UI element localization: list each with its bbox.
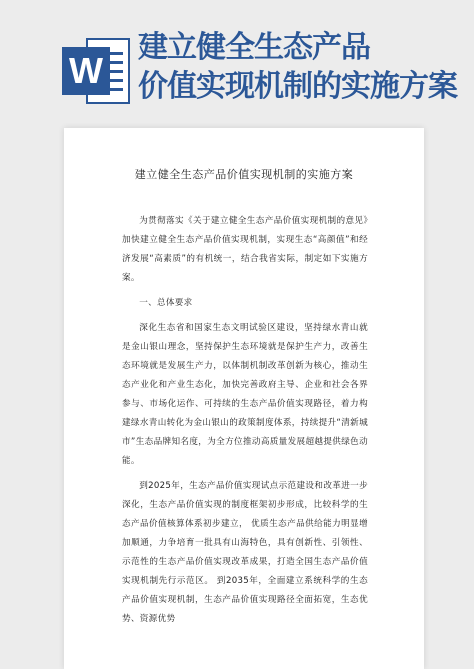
banner-title [138,28,474,106]
banner-title-line-1: 建立健全生态产品 [138,30,370,65]
header-banner [0,0,474,120]
document-title: 建立健全生态产品价值实现机制的实施方案 [134,168,354,181]
document-page [64,128,424,669]
body-paragraph: 到2025年，生态产品价值实现试点示范建设和改革进一步深化，生态产品价值实现的制度框架初步形成，比较科学的生态产品价值核算体系初步建立， 优质生态产品供给能力明显增加顺通，力争培育一批具有山海特色，具有创新性、引领性、示范性的生态产品价值实现改革成果，打造全国生态产品价值实现机制先行示范区。 到2035年，全面建立系统科学的生态产品价值实现机制，生态产品价值实现路径全面拓宽，生态优势、资源优势 [122,481,368,624]
word-logo-tile: W [62,47,110,95]
section-heading: 一、总体要求 [139,298,193,308]
body-paragraph: 深化生态省和国家生态文明试验区建设，坚持绿水青山就是金山银山理念，坚持保护生态环境就是保护生产力，改善生态环境就是发展生产力，以体制机制改革创新为核心，推动生态产业化和产业生态化，加快完善政府主导、企业和社会各界参与、市场化运作、可持续的生态产品价值实现路径，着力构建绿水青山转化为金山银山的政策制度体系，持续提升“清新城市”生态品牌知名度，为全方位推动高质量发展超越提供绿色动能。 [122,323,368,466]
document-body [122,212,368,629]
banner-title-line-2: 价值实现机制的实施方案 [138,69,457,104]
word-document-icon [62,38,130,104]
intro-paragraph: 为贯彻落实《关于建立健全生态产品价值实现机制的意见》加快建立健全生态产品价值实现机制，实现生态“高颜值”和经济发展“高素质”的有机统一，结合我省实际，制定如下实施方案。 [122,216,368,283]
